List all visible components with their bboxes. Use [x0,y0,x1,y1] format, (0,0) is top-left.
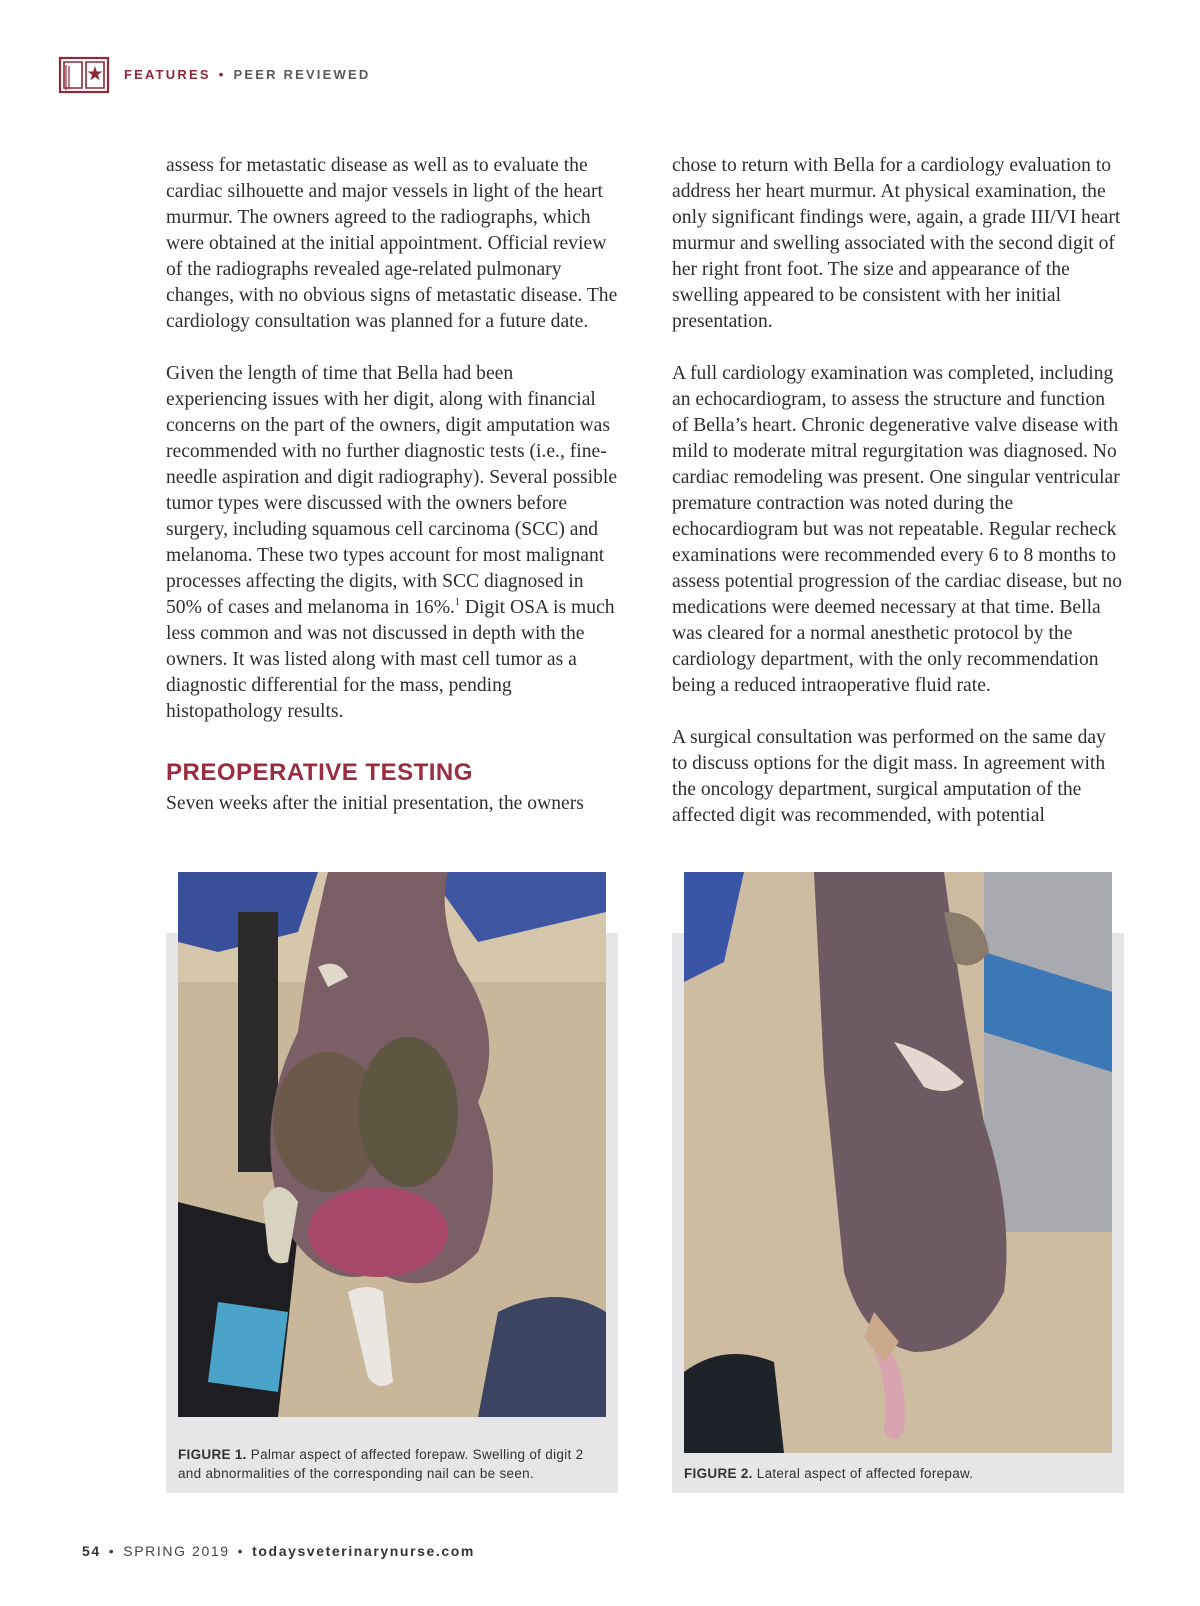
paragraph: Seven weeks after the initial presentation, the owners [166,793,584,814]
figure-2 [672,933,1124,1493]
caption-text: Palmar aspect of affected forepaw. Swelling of digit 2 and abnormalities of the corresponding nail can be seen. [178,1447,584,1481]
paragraph: assess for metastatic disease as well as to evaluate the cardiac silhouette and major vessels in light of the heart murmur. The owners agreed to the radiographs, which were obtained at the initial appointment. Official review of the radiographs revealed age-related pulmonary changes, with no obvious signs of metastatic disease. The cardiology consultation was planned for a future date. [166,155,618,332]
paragraph: A full cardiology examination was completed, including an echocardiogram, to assess the structure and function of Bella’s heart. Chronic degenerative valve disease with mild to moderate mitral regurgitation was diagnosed. No cardiac remodeling was present. One singular ventricular premature contraction was noted during the echocardiogram but was not repeatable. Regular recheck examinations were recommended every 6 to 8 months to assess potential progression of the cardiac disease, but no medications were deemed necessary at that time. Bella was cleared for a normal anesthetic protocol by the cardiology department, with the only recommendation being a reduced intraoperative fluid rate. [672,363,1122,696]
forepaw-lateral-image [684,872,1112,1453]
paragraph: chose to return with Bella for a cardiology evaluation to address her heart murmur. At physical examination, the only significant findings were, again, a grade III/VI heart murmur and swelling associated with the second digit of her right front foot. The size and appearance of the swelling appeared to be consistent with her initial presentation. [672,155,1121,332]
section-kicker [124,67,370,82]
right-text-column [672,153,1124,829]
open-book-star-icon [58,52,110,96]
figure-2-caption [684,1464,1104,1483]
figure-label: FIGURE 2. [684,1466,753,1481]
issue-label: SPRING 2019 [123,1543,230,1559]
figure-2-photo [684,872,1112,1453]
website-link[interactable]: todaysveterinarynurse.com [252,1543,475,1559]
caption-text: Lateral aspect of affected forepaw. [752,1466,974,1481]
figure-1-caption [178,1445,598,1483]
page-number: 54 [82,1543,101,1559]
figure-1-photo [178,872,606,1417]
forepaw-palmar-image [178,872,606,1417]
kicker-separator: • [218,66,226,82]
paragraph: A surgical consultation was performed on the same day to discuss options for the digit mass. In agreement with the oncology department, surgical amputation of the affected digit was recommended, with potential [672,727,1106,826]
left-text-column [166,153,618,817]
paragraph [166,361,618,725]
figure-1 [166,933,618,1493]
subsection-label: PEER REVIEWED [233,66,371,82]
footer-separator: • [108,1543,116,1559]
page-header [58,52,370,96]
figure-label: FIGURE 1. [178,1447,247,1462]
section-label: FEATURES [124,66,211,82]
paragraph-text: Given the length of time that Bella had been experiencing issues with her digit, along with financial concerns on the part of the owners, digit amputation was recommended with no further diagnostic tests (i.e., fine-needle aspiration and digit radiography). Several possible tumor types were discussed with the owners before surgery, including squamous cell carcinoma (SCC) and melanoma. These two types account for most malignant processes affecting the digits, with SCC diagnosed in 50% of cases and melanoma in 16%. [166,363,618,618]
page-footer [82,1543,475,1559]
reference-marker: 1 [454,597,460,608]
footer-separator: • [237,1543,245,1559]
paragraph-text: Digit OSA is much less common and was not discussed in depth with the owners. It was listed along with mast cell tumor as a diagnostic differential for the mass, pending histopathology results. [166,597,615,722]
section-heading: PREOPERATIVE TESTING [166,759,473,786]
